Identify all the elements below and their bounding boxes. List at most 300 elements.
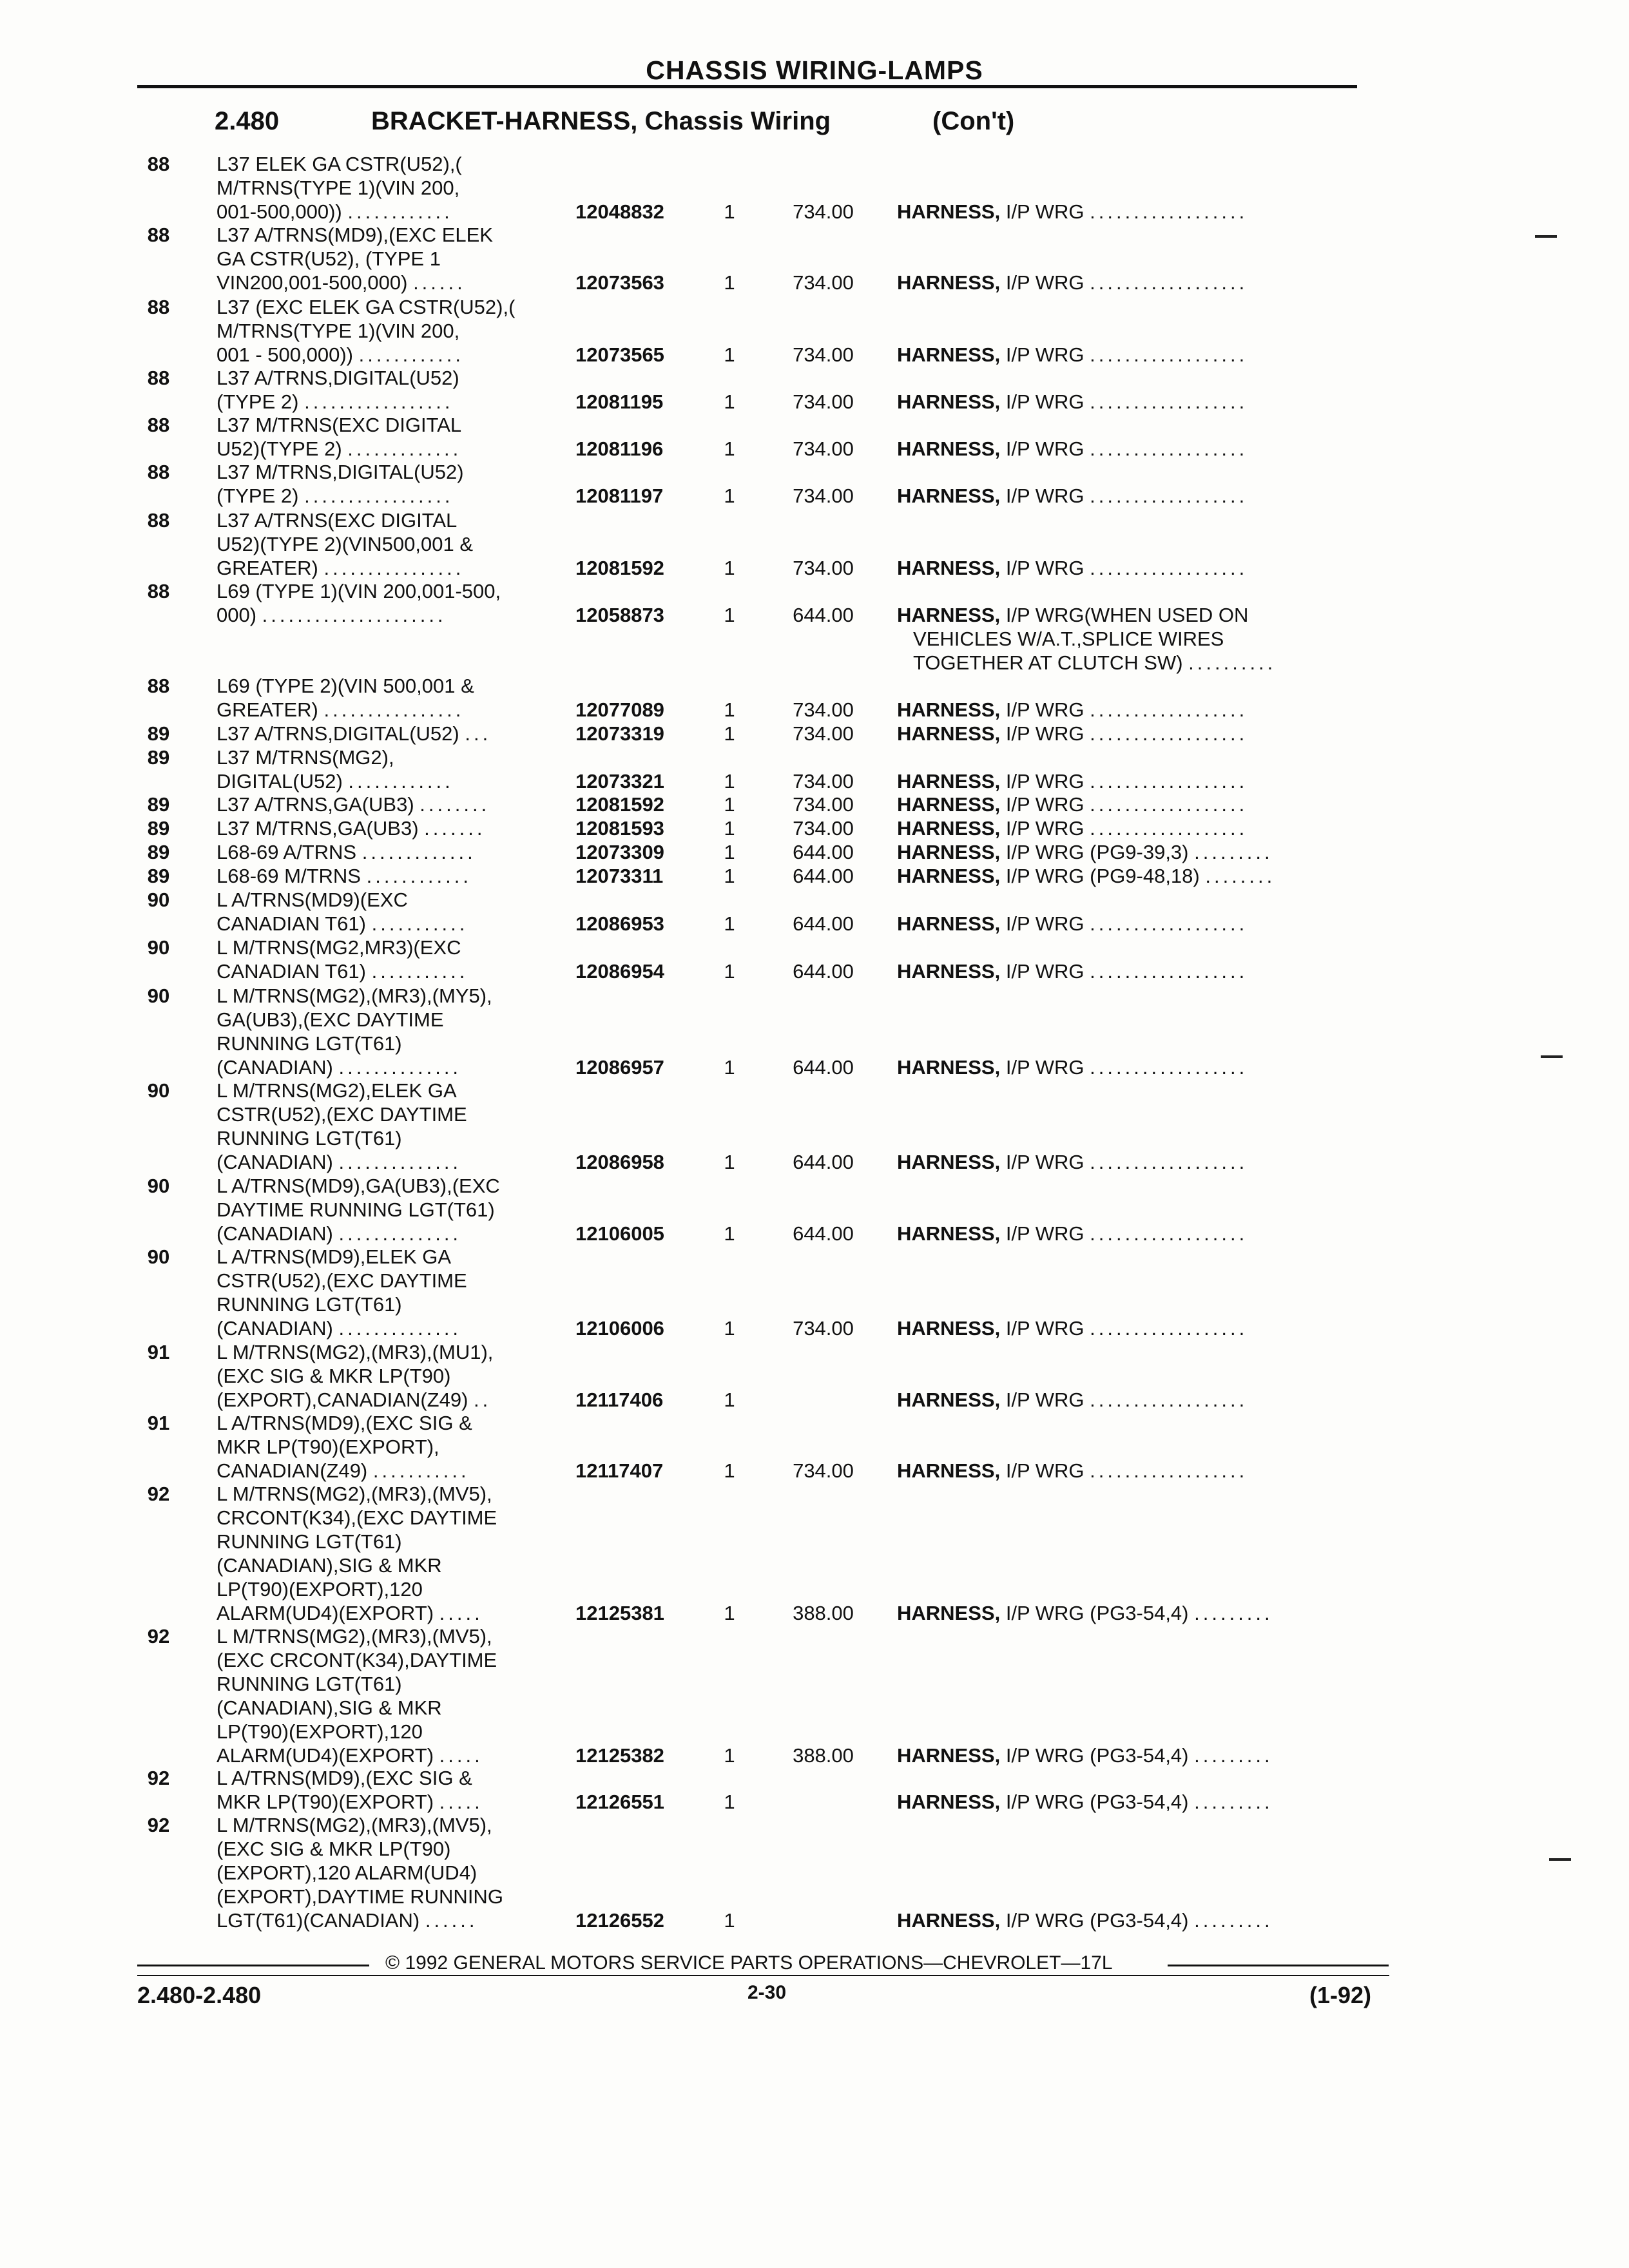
price: 734.00 (793, 770, 854, 793)
price: 644.00 (793, 1222, 854, 1245)
part-name-detail: I/P WRG (1005, 1317, 1084, 1340)
description-line: CSTR(U52),(EXC DAYTIME (217, 1103, 467, 1126)
part-number: 12086954 (575, 960, 664, 983)
leader-dots: ... (465, 722, 492, 745)
leader-dots: ........... (371, 912, 468, 935)
part-description (217, 1079, 577, 1174)
footer-copyright: © 1992 GENERAL MOTORS SERVICE PARTS OPERATIONS—CHEVROLET—17L (385, 1952, 1113, 1974)
quantity: 1 (724, 770, 735, 793)
leader-dots: .............. (338, 1317, 462, 1340)
description-line: (CANADIAN) (217, 1317, 333, 1340)
description-line: L68-69 A/TRNS (217, 841, 357, 863)
part-number: 12086953 (575, 912, 664, 935)
leader-dots: .. (474, 1389, 492, 1411)
part-name (897, 864, 1380, 888)
part-name-label: HARNESS, (897, 1602, 1001, 1624)
part-name-detail: I/P WRG (1005, 1222, 1084, 1245)
part-description (217, 1340, 577, 1412)
description-line: L37 M/TRNS,DIGITAL(U52) (217, 461, 464, 483)
description-line: L A/TRNS(MD9)(EXC (217, 889, 408, 911)
price: 734.00 (793, 722, 854, 745)
description-line: L A/TRNS(MD9),(EXC SIG & (217, 1412, 472, 1434)
price: 388.00 (793, 1744, 854, 1767)
figure-number: 88 (147, 153, 170, 175)
description-line: L M/TRNS(MG2),(MR3),(MV5), (217, 1625, 492, 1648)
leader-dots: .................. (1090, 485, 1248, 507)
description-line: 000) (217, 604, 257, 626)
description-line: (EXPORT),CANADIAN(Z49) (217, 1389, 468, 1411)
description-line: L A/TRNS(MD9),GA(UB3),(EXC (217, 1175, 500, 1197)
price: 734.00 (793, 437, 854, 460)
part-number: 12106006 (575, 1317, 664, 1340)
part-description (217, 984, 577, 1079)
part-number: 12073563 (575, 271, 664, 294)
part-name-detail: I/P WRG (1005, 722, 1084, 745)
figure-number: 88 (147, 580, 170, 602)
quantity: 1 (724, 485, 735, 507)
part-name (897, 1601, 1380, 1625)
part-number: 12073565 (575, 343, 664, 366)
part-description (217, 223, 577, 294)
figure-number: 90 (147, 1079, 170, 1102)
figure-number: 88 (147, 224, 170, 246)
part-number: 12081195 (575, 390, 664, 413)
description-line: (EXPORT),120 ALARM(UD4) (217, 1861, 477, 1884)
part-name (897, 1744, 1380, 1767)
part-name (897, 390, 1380, 414)
leader-dots: .................. (1090, 793, 1248, 816)
part-name-label: HARNESS, (897, 1909, 1001, 1932)
price: 734.00 (793, 343, 854, 366)
part-name-detail: I/P WRG (1005, 200, 1084, 223)
quantity: 1 (724, 200, 735, 223)
description-line: (CANADIAN),SIG & MKR (217, 1696, 442, 1719)
part-number: 12081592 (575, 793, 664, 816)
description-line: MKR LP(T90)(EXPORT) (217, 1791, 434, 1813)
quantity: 1 (724, 1602, 735, 1624)
leader-dots: ......... (1194, 1909, 1273, 1932)
figure-number: 92 (147, 1814, 170, 1836)
description-line: L M/TRNS(MG2),(MR3),(MU1), (217, 1341, 494, 1363)
part-description (217, 366, 577, 414)
part-number: 12125381 (575, 1602, 664, 1624)
price: 644.00 (793, 841, 854, 863)
leader-dots: .............. (338, 1151, 462, 1173)
quantity: 1 (724, 1791, 735, 1813)
description-line: L69 (TYPE 1)(VIN 200,001-500, (217, 580, 501, 602)
part-name-detail: I/P WRG (1005, 343, 1084, 366)
part-number: 12081593 (575, 817, 664, 840)
part-description (217, 295, 577, 367)
part-number: 12073321 (575, 770, 664, 793)
quantity: 1 (724, 271, 735, 294)
part-description (217, 816, 577, 840)
part-name (897, 556, 1380, 580)
figure-number: 92 (147, 1767, 170, 1789)
leader-dots: ............. (361, 841, 476, 863)
part-description (217, 1482, 577, 1625)
part-name-label: HARNESS, (897, 485, 1001, 507)
part-name (897, 484, 1380, 508)
leader-dots: ..... (439, 1744, 483, 1767)
price: 644.00 (793, 865, 854, 887)
part-name (897, 840, 1380, 864)
figure-number: 89 (147, 722, 170, 745)
leader-dots: ..... (439, 1791, 483, 1813)
description-line: U52)(TYPE 2)(VIN500,001 & (217, 533, 474, 555)
description-line: M/TRNS(TYPE 1)(VIN 200, (217, 177, 460, 199)
leader-dots: ......... (1194, 841, 1273, 863)
part-description (217, 1245, 577, 1340)
section-number: 2.480 (215, 107, 280, 135)
description-line: (CANADIAN) (217, 1056, 333, 1079)
description-line: L37 (EXC ELEK GA CSTR(U52),( (217, 296, 516, 318)
part-name-label: HARNESS, (897, 271, 1001, 294)
part-number: 12081196 (575, 437, 664, 460)
description-line: RUNNING LGT(T61) (217, 1127, 402, 1149)
leader-dots: .................. (1090, 722, 1248, 745)
price: 734.00 (793, 271, 854, 294)
figure-number: 89 (147, 841, 170, 863)
part-name-label: HARNESS, (897, 1317, 1001, 1340)
part-number: 12073311 (575, 865, 664, 887)
figure-number: 89 (147, 746, 170, 769)
footer-rule-left (137, 1965, 369, 1966)
part-description (217, 1174, 577, 1245)
leader-dots: ....... (424, 817, 486, 840)
quantity: 1 (724, 557, 735, 579)
margin-mark (1549, 1858, 1571, 1861)
part-name-detail: I/P WRG (PG3-54,4) (1005, 1909, 1189, 1932)
description-line: RUNNING LGT(T61) (217, 1293, 402, 1316)
part-name-label: HARNESS, (897, 770, 1001, 793)
description-line: L M/TRNS(MG2),(MR3),(MV5), (217, 1483, 492, 1505)
price: 644.00 (793, 1151, 854, 1173)
footer-range: 2.480-2.480 (137, 1982, 262, 2008)
figure-number: 90 (147, 1175, 170, 1197)
figure-number: 89 (147, 817, 170, 840)
part-description (217, 1411, 577, 1483)
leader-dots: .................. (1090, 912, 1248, 935)
description-line: L37 A/TRNS,DIGITAL(U52) (217, 367, 459, 389)
description-line: L M/TRNS(MG2),ELEK GA (217, 1079, 457, 1102)
part-description (217, 508, 577, 580)
description-line: LP(T90)(EXPORT),120 (217, 1578, 423, 1600)
leader-dots: ......... (1194, 1602, 1273, 1624)
part-number: 12073319 (575, 722, 664, 745)
price: 644.00 (793, 604, 854, 626)
part-number: 12117406 (575, 1389, 664, 1411)
description-line: (EXC SIG & MKR LP(T90) (217, 1365, 451, 1387)
description-line: VIN200,001-500,000) (217, 271, 408, 294)
part-name-label: HARNESS, (897, 604, 1001, 626)
description-line: (TYPE 2) (217, 390, 299, 413)
description-line: L69 (TYPE 2)(VIN 500,001 & (217, 675, 474, 697)
price: 734.00 (793, 485, 854, 507)
figure-number: 92 (147, 1483, 170, 1505)
part-number: 12058873 (575, 604, 664, 626)
figure-number: 88 (147, 675, 170, 697)
part-name (897, 603, 1380, 675)
quantity: 1 (724, 1909, 735, 1932)
part-description (217, 888, 577, 936)
part-name-detail: I/P WRG (1005, 1056, 1084, 1079)
part-name-label: HARNESS, (897, 793, 1001, 816)
part-name-label: HARNESS, (897, 698, 1001, 721)
part-name-detail: I/P WRG (1005, 485, 1084, 507)
leader-dots: .................. (1090, 1151, 1248, 1173)
description-line: L37 A/TRNS,DIGITAL(U52) (217, 722, 459, 745)
part-number: 12073309 (575, 841, 664, 863)
part-name (897, 722, 1380, 745)
leader-dots: ............ (358, 343, 464, 366)
part-name-label: HARNESS, (897, 865, 1001, 887)
figure-number: 88 (147, 509, 170, 532)
description-line: L M/TRNS(MG2,MR3)(EXC (217, 936, 461, 959)
section-continued: (Con't) (932, 107, 1015, 135)
leader-dots: .................. (1090, 1222, 1248, 1245)
footer-date: (1-92) (1309, 1982, 1372, 2008)
quantity: 1 (724, 841, 735, 863)
part-name-detail: I/P WRG (1005, 770, 1084, 793)
part-name (897, 1459, 1380, 1483)
description-line: CANADIAN T61) (217, 912, 366, 935)
description-line: (CANADIAN) (217, 1151, 333, 1173)
price: 734.00 (793, 817, 854, 840)
margin-mark (1541, 1055, 1563, 1058)
description-line: L A/TRNS(MD9),(EXC SIG & (217, 1767, 472, 1789)
quantity: 1 (724, 437, 735, 460)
part-name-label: HARNESS, (897, 1459, 1001, 1482)
part-name-detail: I/P WRG (1005, 698, 1084, 721)
description-line: (EXC CRCONT(K34),DAYTIME (217, 1649, 497, 1671)
quantity: 1 (724, 793, 735, 816)
part-number: 12106005 (575, 1222, 664, 1245)
price: 388.00 (793, 1602, 854, 1624)
part-name-detail: I/P WRG (1005, 960, 1084, 983)
leader-dots: .................. (1090, 343, 1248, 366)
part-number: 12086958 (575, 1151, 664, 1173)
part-description (217, 745, 577, 793)
figure-number: 89 (147, 865, 170, 887)
figure-number: 88 (147, 461, 170, 483)
part-description (217, 674, 577, 722)
description-line: DAYTIME RUNNING LGT(T61) (217, 1198, 495, 1221)
part-number: 12048832 (575, 200, 664, 223)
description-line: LGT(T61)(CANADIAN) (217, 1909, 420, 1932)
figure-number: 91 (147, 1412, 170, 1434)
part-description (217, 1624, 577, 1767)
part-name-label: HARNESS, (897, 390, 1001, 413)
quantity: 1 (724, 1056, 735, 1079)
description-line: RUNNING LGT(T61) (217, 1530, 402, 1553)
price: 734.00 (793, 1459, 854, 1482)
part-name-detail: I/P WRG (1005, 817, 1084, 840)
figure-number: 88 (147, 367, 170, 389)
description-line: L A/TRNS(MD9),ELEK GA (217, 1245, 452, 1268)
part-name-label: HARNESS, (897, 200, 1001, 223)
leader-dots: .................. (1090, 960, 1248, 983)
price: 734.00 (793, 793, 854, 816)
part-name-label: HARNESS, (897, 841, 1001, 863)
part-name-label: HARNESS, (897, 817, 1001, 840)
part-name (897, 959, 1380, 983)
description-line: MKR LP(T90)(EXPORT), (217, 1436, 439, 1458)
quantity: 1 (724, 722, 735, 745)
part-name (897, 200, 1380, 224)
part-name-detail: I/P WRG (1005, 912, 1084, 935)
part-name-label: HARNESS, (897, 437, 1001, 460)
price: 734.00 (793, 557, 854, 579)
footer-page-number: 2-30 (747, 1982, 787, 2003)
price: 734.00 (793, 698, 854, 721)
description-line: L37 A/TRNS(EXC DIGITAL (217, 509, 458, 532)
leader-dots: .......... (1188, 651, 1277, 674)
quantity: 1 (724, 1459, 735, 1482)
part-name (897, 1150, 1380, 1174)
part-name-label: HARNESS, (897, 912, 1001, 935)
part-name-detail: I/P WRG (PG3-54,4) (1005, 1602, 1189, 1624)
description-line: U52)(TYPE 2) (217, 437, 342, 460)
leader-dots: ......... (1194, 1744, 1273, 1767)
figure-number: 91 (147, 1341, 170, 1363)
part-description (217, 1766, 577, 1814)
leader-dots: ...... (425, 1909, 478, 1932)
part-name-label: HARNESS, (897, 722, 1001, 745)
leader-dots: .................. (1090, 698, 1248, 721)
description-line: ALARM(UD4)(EXPORT) (217, 1602, 434, 1624)
part-name (897, 271, 1380, 294)
price: 734.00 (793, 200, 854, 223)
section-title: BRACKET-HARNESS, Chassis Wiring (371, 107, 831, 135)
description-line: (CANADIAN) (217, 1222, 333, 1245)
figure-number: 90 (147, 985, 170, 1007)
part-name (897, 816, 1380, 840)
description-line: M/TRNS(TYPE 1)(VIN 200, (217, 320, 460, 342)
description-line: L37 ELEK GA CSTR(U52),( (217, 153, 462, 175)
footer-rule (137, 1975, 1389, 1976)
description-line: GA(UB3),(EXC DAYTIME (217, 1008, 444, 1031)
quantity: 1 (724, 1744, 735, 1767)
part-name (897, 1790, 1380, 1814)
part-description (217, 1813, 577, 1932)
part-number: 12081592 (575, 557, 664, 579)
description-line: L M/TRNS(MG2),(MR3),(MY5), (217, 985, 492, 1007)
part-name-detail: I/P WRG (1005, 1389, 1084, 1411)
leader-dots: ........... (372, 1459, 470, 1482)
part-number: 12126551 (575, 1791, 664, 1813)
part-number: 12126552 (575, 1909, 664, 1932)
description-line: GA CSTR(U52), (TYPE 1 (217, 247, 441, 270)
leader-dots: .................. (1090, 390, 1248, 413)
part-number: 12077089 (575, 698, 664, 721)
quantity: 1 (724, 960, 735, 983)
part-name (897, 1316, 1380, 1340)
part-name-label: HARNESS, (897, 1791, 1001, 1813)
description-line: CSTR(U52),(EXC DAYTIME (217, 1269, 467, 1292)
leader-dots: ...... (413, 271, 466, 294)
description-line: CRCONT(K34),(EXC DAYTIME (217, 1506, 497, 1529)
description-line: (CANADIAN),SIG & MKR (217, 1554, 442, 1577)
part-name (897, 912, 1380, 936)
leader-dots: ..................... (262, 604, 447, 626)
part-name-label: HARNESS, (897, 1389, 1001, 1411)
description-line: LP(T90)(EXPORT),120 (217, 1720, 423, 1743)
leader-dots: ......... (1194, 1791, 1273, 1813)
price: 644.00 (793, 960, 854, 983)
quantity: 1 (724, 1389, 735, 1411)
part-name (897, 769, 1380, 793)
leader-dots: ................. (304, 390, 454, 413)
part-description (217, 460, 577, 508)
part-name (897, 343, 1380, 367)
figure-number: 90 (147, 889, 170, 911)
part-name-detail: I/P WRG (1005, 557, 1084, 579)
part-name (897, 1388, 1380, 1412)
description-line: L68-69 M/TRNS (217, 865, 361, 887)
part-name (897, 1222, 1380, 1245)
price: 644.00 (793, 1056, 854, 1079)
leader-dots: ................ (323, 698, 465, 721)
quantity: 1 (724, 1317, 735, 1340)
quantity: 1 (724, 817, 735, 840)
quantity: 1 (724, 1151, 735, 1173)
leader-dots: ..... (439, 1602, 483, 1624)
leader-dots: .............. (338, 1222, 462, 1245)
description-line: 001 - 500,000)) (217, 343, 353, 366)
page-title: CHASSIS WIRING-LAMPS (646, 55, 983, 85)
part-name-detail: I/P WRG (1005, 390, 1084, 413)
part-description (217, 152, 577, 224)
part-name-detail: I/P WRG (1005, 271, 1084, 294)
description-line: 001-500,000)) (217, 200, 342, 223)
part-name-detail: I/P WRG (1005, 1151, 1084, 1173)
part-number: 12081197 (575, 485, 664, 507)
leader-dots: ........ (1205, 865, 1276, 887)
margin-mark (1535, 235, 1557, 238)
description-line: GREATER) (217, 557, 318, 579)
part-number: 12086957 (575, 1056, 664, 1079)
leader-dots: .................. (1090, 200, 1248, 223)
figure-number: 90 (147, 936, 170, 959)
leader-dots: ............. (347, 437, 462, 460)
description-line: L37 A/TRNS(MD9),(EXC ELEK (217, 224, 493, 246)
part-name (897, 1908, 1380, 1932)
leader-dots: .................. (1090, 1056, 1248, 1079)
figure-number: 90 (147, 1245, 170, 1268)
part-name-label: HARNESS, (897, 343, 1001, 366)
description-line: L M/TRNS(MG2),(MR3),(MV5), (217, 1814, 492, 1836)
price: 734.00 (793, 390, 854, 413)
part-name-detail: I/P WRG (PG9-39,3) (1005, 841, 1189, 863)
leader-dots: .................. (1090, 437, 1248, 460)
part-name-label: HARNESS, (897, 1744, 1001, 1767)
figure-number: 88 (147, 296, 170, 318)
part-name (897, 793, 1380, 816)
part-description (217, 413, 577, 461)
description-line: L37 M/TRNS,GA(UB3) (217, 817, 419, 840)
price: 644.00 (793, 912, 854, 935)
part-name-detail: I/P WRG (PG3-54,4) (1005, 1744, 1189, 1767)
leader-dots: .................. (1090, 557, 1248, 579)
leader-dots: ............ (366, 865, 472, 887)
footer-rule-right (1168, 1965, 1389, 1966)
leader-dots: .................. (1090, 1317, 1248, 1340)
description-line: ALARM(UD4)(EXPORT) (217, 1744, 434, 1767)
part-name-label: HARNESS, (897, 1151, 1001, 1173)
part-name-detail: I/P WRG (PG9-48,18) (1005, 865, 1200, 887)
part-number: 12117407 (575, 1459, 664, 1482)
